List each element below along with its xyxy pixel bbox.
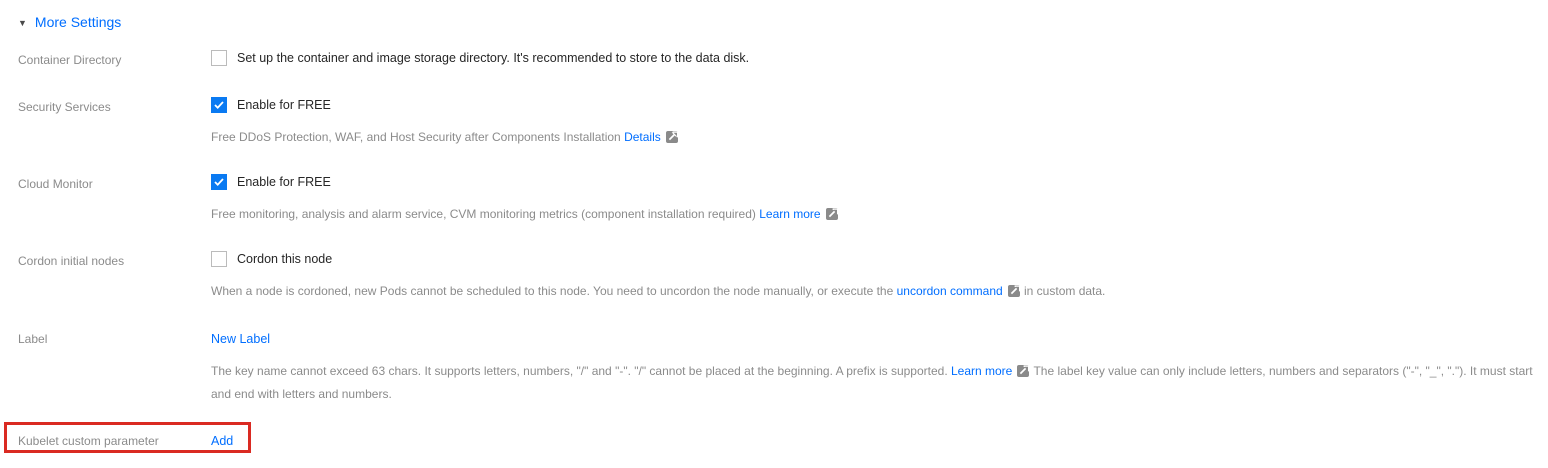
learn-more-link[interactable]: Learn more: [759, 207, 821, 221]
form-row-security-services: [18, 96, 1548, 150]
form-row-cordon-initial-nodes: [18, 250, 1548, 304]
external-link-icon[interactable]: [1017, 363, 1030, 384]
container-directory-checkbox-label: Set up the container and image storage directory. It's recommended to store to the data disk.: [237, 51, 750, 65]
cordon-this-node-checkbox[interactable]: [211, 250, 1548, 268]
more-settings-toggle[interactable]: [18, 13, 121, 31]
form-row-label: [18, 328, 1548, 405]
external-link-icon[interactable]: [1008, 283, 1021, 304]
cordon-description: [211, 281, 1533, 304]
label-field-label: Label: [18, 332, 48, 346]
description-text: in custom data.: [1020, 284, 1106, 298]
cloud-monitor-description: [211, 204, 1533, 227]
security-services-checkbox-label: Enable for FREE: [237, 98, 331, 112]
checkbox-checked-icon[interactable]: [211, 97, 227, 113]
uncordon-command-link[interactable]: uncordon command: [896, 284, 1003, 298]
add-kubelet-parameter-link[interactable]: Add: [211, 434, 234, 448]
more-settings-label: More Settings: [34, 14, 122, 30]
description-text: The label key value can only include letters, numbers and separators ("-", "_", "."). It must start and end with letters and numbers.: [211, 364, 1533, 401]
external-link-icon[interactable]: [666, 129, 679, 150]
security-services-description: [211, 127, 1533, 150]
cloud-monitor-checkbox[interactable]: [211, 173, 1548, 191]
cloud-monitor-label: Cloud Monitor: [18, 177, 93, 191]
security-services-label: Security Services: [18, 100, 111, 114]
details-link[interactable]: Details: [624, 130, 661, 144]
container-directory-label: Container Directory: [18, 53, 122, 67]
description-text: Free DDoS Protection, WAF, and Host Security after Components Installation: [211, 130, 625, 144]
external-link-icon[interactable]: [826, 206, 839, 227]
label-description: [211, 361, 1533, 405]
form-row-kubelet-custom-parameter: [18, 430, 1548, 450]
checkbox-unchecked-icon[interactable]: [211, 251, 227, 267]
form-row-container-directory: [18, 49, 1548, 69]
checkbox-checked-icon[interactable]: [211, 174, 227, 190]
description-text: Free monitoring, analysis and alarm service, CVM monitoring metrics (component installation required): [211, 207, 760, 221]
new-label-link[interactable]: New Label: [211, 332, 271, 346]
description-text: When a node is cordoned, new Pods cannot be scheduled to this node. You need to uncordon the node manually, or execute the: [211, 284, 897, 298]
cloud-monitor-checkbox-label: Enable for FREE: [237, 175, 331, 189]
cordon-this-node-checkbox-label: Cordon this node: [237, 252, 333, 266]
security-services-checkbox[interactable]: [211, 96, 1548, 114]
checkbox-unchecked-icon[interactable]: [211, 50, 227, 66]
triangle-down-icon[interactable]: ▼: [18, 17, 27, 28]
description-text: The key name cannot exceed 63 chars. It supports letters, numbers, "/" and "-". "/" cannot be placed at the beginning. A prefix is supported.: [211, 364, 951, 378]
learn-more-link[interactable]: Learn more: [950, 364, 1013, 378]
form-row-cloud-monitor: [18, 173, 1548, 227]
cordon-initial-nodes-label: Cordon initial nodes: [18, 254, 125, 268]
container-directory-checkbox[interactable]: [211, 49, 1548, 67]
kubelet-custom-parameter-label: Kubelet custom parameter: [18, 434, 159, 448]
